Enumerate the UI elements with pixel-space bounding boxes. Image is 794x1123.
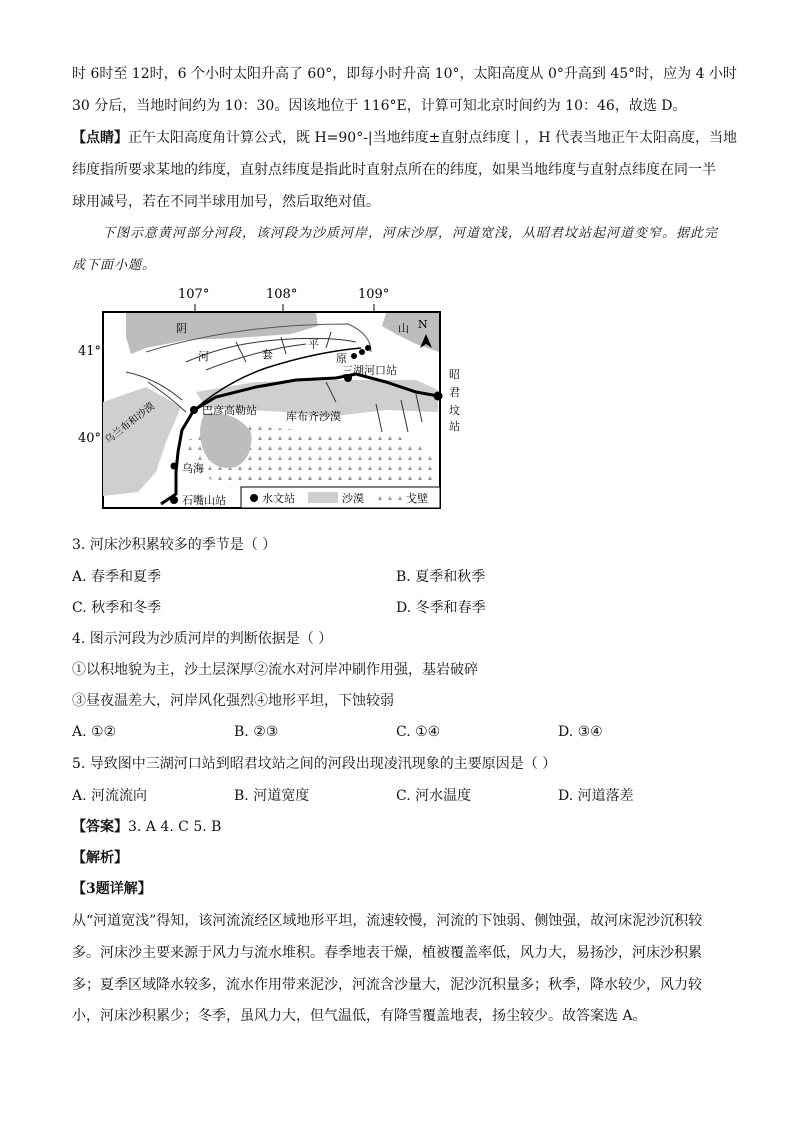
q5-stem: 5. 导致图中三湖河口站到昭君坟站之间的河段出现凌汛现象的主要原因是（ ） xyxy=(72,756,557,772)
lon-label-109: 109° xyxy=(358,287,390,302)
station-shizui: 石嘴山站 xyxy=(182,494,226,507)
detail3-line-2: 多。河床沙主要来源于风力与流水堆积。春季地表干燥，植被覆盖率低，风力大，易扬沙，河床沙积累 xyxy=(72,945,702,961)
q3-option-a[interactable]: A. 春季和夏季 xyxy=(72,569,162,585)
station-dot-wuhai xyxy=(171,463,178,470)
station-dot-shizui xyxy=(170,496,178,504)
lat-label-40: 40° xyxy=(78,431,102,446)
answer-line xyxy=(72,817,221,837)
label-he: 河 xyxy=(198,350,209,363)
detail3-line-1: 从“河道宽浅”得知，该河流流经区域地形平坦，流速较慢，河流的下蚀弱、侧蚀强，故河床泥沙沉积较 xyxy=(72,913,703,929)
detail3-line-3: 多；夏季区域降水较多，流水作用带来泥沙，河流含沙量大，泥沙沉积量多；秋季，降水较少，风力较 xyxy=(72,977,702,993)
lat-label-41: 41° xyxy=(78,344,102,359)
q5-option-c[interactable]: C. 河水温度 xyxy=(396,788,472,804)
q3-stem: 3. 河床沙积累较多的季节是（ ） xyxy=(72,537,277,553)
q4-option-d[interactable]: D. ③④ xyxy=(558,724,603,740)
station-sanhu: 三湖河口站 xyxy=(342,364,397,377)
station-zhaojun-1: 昭 xyxy=(449,368,460,381)
station-dot-bayan xyxy=(190,406,198,414)
legend-station: 水文站 xyxy=(262,492,295,505)
label-yuan: 原 xyxy=(336,352,347,365)
station-dot-zhaojun xyxy=(434,392,443,401)
label-kubuqi: 库布齐沙漠 xyxy=(286,410,341,423)
tip-line-1 xyxy=(72,128,737,148)
q5-option-d[interactable]: D. 河道落差 xyxy=(558,788,634,804)
detail3-line-4: 小，河床沙积累少；冬季，虽风力大，但气温低，有降雪覆盖地表，扬尘较少。故答案选 A。 xyxy=(72,1008,647,1024)
q3-option-b[interactable]: B. 夏季和秋季 xyxy=(396,569,486,585)
north-label: N xyxy=(418,318,428,331)
legend-desert: 沙漠 xyxy=(342,492,364,505)
prev-explanation-line-1: 时 6时至 12时，6 个小时太阳升高了 60°，即每小时升高 10°，太阳高度从 0°升高到 45°时，应为 4 小时 xyxy=(72,66,737,82)
station-zhaojun-3: 坟 xyxy=(449,404,460,417)
prev-explanation-line-2: 30 分后，当地时间约为 10：30。因该地位于 116°E，计算可知北京时间约为 10：46，故选 D。 xyxy=(72,98,687,114)
analysis-label: 【解析】 xyxy=(72,850,128,866)
tip-label: 【点睛】 xyxy=(72,130,128,146)
station-zhaojun-2: 君 xyxy=(449,386,460,399)
answer-label: 【答案】 xyxy=(72,819,128,835)
q3-option-d[interactable]: D. 冬季和春季 xyxy=(396,600,486,616)
q4-stem: 4. 图示河段为沙质河岸的判断依据是（ ） xyxy=(72,631,333,647)
q4-statement-1: ①以积地貌为主，沙土层深厚②流水对河岸冲刷作用强，基岩破碎 xyxy=(72,662,478,678)
answer-text: 3. A 4. C 5. B xyxy=(128,819,222,835)
station-zhaojun-4: 站 xyxy=(449,420,460,433)
lon-label-107: 107° xyxy=(178,287,210,302)
label-ulanbuh: 乌兰布和沙漠 xyxy=(103,400,158,447)
q3-option-c[interactable]: C. 秋季和冬季 xyxy=(72,600,162,616)
label-ping: 平 xyxy=(308,338,319,351)
q5-option-b[interactable]: B. 河道宽度 xyxy=(234,788,310,804)
label-shan: 山 xyxy=(398,322,409,335)
q4-statement-2: ③昼夜温差大，河岸风化强烈④地形平坦，下蚀较弱 xyxy=(72,693,394,709)
yellow-river-map xyxy=(78,282,460,514)
q4-option-b[interactable]: B. ②③ xyxy=(234,724,279,740)
legend-gobi: 戈壁 xyxy=(406,492,428,505)
q4-option-c[interactable]: C. ①④ xyxy=(396,724,441,740)
detail3-label: 【3题详解】 xyxy=(72,881,152,897)
tip-text-1: 正午太阳高度角计算公式，既 H=90°-|当地纬度±直射点纬度丨，H 代表当地正午太阳高度，当地 xyxy=(128,130,738,146)
station-bayan: 巴彦高勒站 xyxy=(202,404,257,417)
lon-label-108: 108° xyxy=(266,287,298,302)
q5-option-a[interactable]: A. 河流流向 xyxy=(72,788,148,804)
intro-line-2: 成下面小题。 xyxy=(72,258,157,273)
label-tao: 套 xyxy=(262,348,273,361)
station-wuhai: 乌海 xyxy=(182,462,204,475)
label-yin: 阴 xyxy=(176,322,187,335)
tip-line-3: 球用减号，若在不同半球用加号，然后取绝对值。 xyxy=(72,194,380,210)
intro-line-1: 下图示意黄河部分河段，该河段为沙质河岸，河床沙厚，河道宽浅，从昭君坟站起河道变窄。据此完 xyxy=(102,226,719,241)
tip-line-2: 纬度指所要求某地的纬度，直射点纬度是指此时直射点所在的纬度，如果当地纬度与直射点纬度在同一半 xyxy=(72,162,716,178)
q4-option-a[interactable]: A. ①② xyxy=(72,724,117,740)
